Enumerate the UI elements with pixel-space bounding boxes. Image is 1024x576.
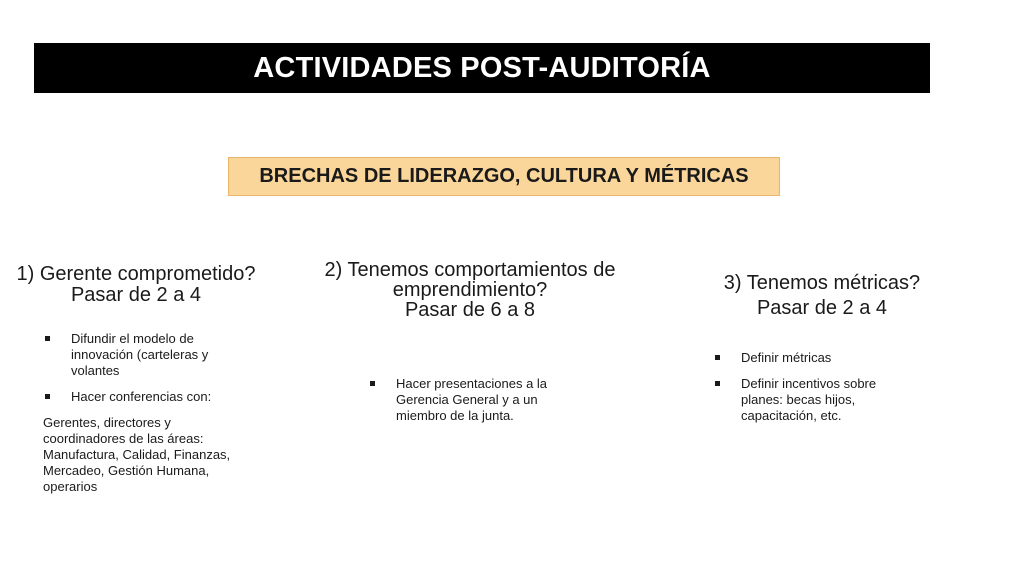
section-subtitle: BRECHAS DE LIDERAZGO, CULTURA Y MÉTRICAS bbox=[259, 165, 749, 187]
square-bullet-icon bbox=[45, 394, 50, 399]
column-2-heading-line: emprendimiento? bbox=[392, 279, 548, 301]
list-item bbox=[368, 376, 558, 424]
list-item-text: Definir métricas bbox=[741, 350, 832, 365]
column-3-heading-line: Pasar de 2 a 4 bbox=[756, 297, 888, 319]
column-1-list bbox=[43, 331, 243, 495]
column-3-list bbox=[713, 350, 893, 434]
list-item-text: Difundir el modelo de innovación (carteleras y volantes bbox=[71, 331, 209, 378]
square-bullet-icon bbox=[370, 381, 375, 386]
subtitle-box bbox=[228, 157, 780, 196]
list-item-text: Hacer presentaciones a la Gerencia General y a un miembro de la junta. bbox=[396, 376, 548, 423]
column-2-heading-line: 2) Tenemos comportamientos de bbox=[324, 259, 616, 281]
square-bullet-icon bbox=[45, 336, 50, 341]
list-item bbox=[713, 376, 893, 424]
column-2-heading bbox=[300, 260, 640, 320]
column-2-list bbox=[368, 376, 558, 434]
column-1-heading bbox=[0, 264, 272, 306]
list-item-text: Definir incentivos sobre planes: becas hijos, capacitación, etc. bbox=[741, 376, 877, 423]
column-2-heading-line: Pasar de 6 a 8 bbox=[404, 299, 536, 321]
column-3-heading-line: 3) Tenemos métricas? bbox=[723, 272, 921, 294]
column-1-heading-line: Pasar de 2 a 4 bbox=[70, 284, 202, 306]
page-title: ACTIVIDADES POST-AUDITORÍA bbox=[253, 51, 711, 84]
column-1-note: Gerentes, directores y coordinadores de las áreas: Manufactura, Calidad, Finanzas, Mercadeo, Gestión Humana, operarios bbox=[43, 415, 231, 494]
list-item bbox=[43, 331, 243, 379]
column-3-heading bbox=[696, 271, 948, 321]
column-1-heading-line: 1) Gerente comprometido? bbox=[16, 263, 256, 285]
list-item-text: Hacer conferencias con: bbox=[71, 389, 212, 404]
square-bullet-icon bbox=[715, 355, 720, 360]
title-bar bbox=[34, 43, 930, 93]
list-item bbox=[713, 350, 893, 366]
square-bullet-icon bbox=[715, 381, 720, 386]
list-item bbox=[43, 389, 243, 405]
